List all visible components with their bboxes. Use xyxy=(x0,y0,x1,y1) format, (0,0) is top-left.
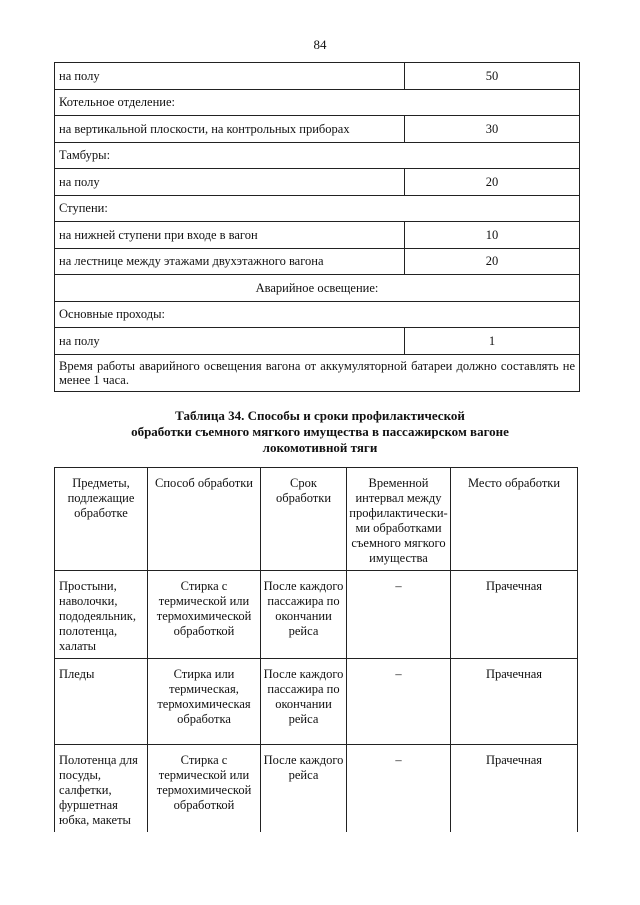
table-row xyxy=(55,116,580,143)
row-value: 20 xyxy=(405,248,580,275)
column-header: Временной интервал между профилактически-ми обработками съемного мягкого имущества xyxy=(347,468,451,571)
table-cell: Прачечная xyxy=(451,571,578,659)
table-row xyxy=(55,142,580,169)
table-row xyxy=(55,275,580,302)
table-note: Время работы аварийного освещения вагона от аккумуляторной батареи должно составлять не менее 1 часа. xyxy=(55,354,580,391)
column-header: Предметы, подлежащие обработке xyxy=(55,468,148,571)
table-row xyxy=(55,301,580,328)
treatment-methods-table xyxy=(54,467,578,832)
row-value: 50 xyxy=(405,63,580,90)
caption-line: Таблица 34. Способы и сроки профилактической xyxy=(175,408,465,423)
table-row xyxy=(55,248,580,275)
table-cell: – xyxy=(347,745,451,833)
column-header: Место обработки xyxy=(451,468,578,571)
column-header: Срок обработки xyxy=(261,468,347,571)
caption-line: обработки съемного мягкого имущества в пассажирском вагоне xyxy=(131,424,509,439)
table-cell: Стирка или термическая, термохимическая обработка xyxy=(148,659,261,745)
table-row xyxy=(55,571,578,659)
row-label: на лестнице между этажами двухэтажного вагона xyxy=(55,248,405,275)
table-cell: После каждого пассажира по окончании рейса xyxy=(261,571,347,659)
table-row xyxy=(55,195,580,222)
row-label: на вертикальной плоскости, на контрольных приборах xyxy=(55,116,405,143)
row-value: 1 xyxy=(405,328,580,355)
section-heading: Основные проходы: xyxy=(55,301,580,328)
row-label: на полу xyxy=(55,328,405,355)
table-row xyxy=(55,659,578,745)
table-cell: – xyxy=(347,659,451,745)
table-row xyxy=(55,328,580,355)
row-label: на нижней ступени при входе в вагон xyxy=(55,222,405,249)
table-cell: – xyxy=(347,571,451,659)
table-cell: Стирка с термической или термохимической обработкой xyxy=(148,745,261,833)
table-cell: Стирка с термической или термохимической обработкой xyxy=(148,571,261,659)
table-cell: Прачечная xyxy=(451,745,578,833)
column-header: Способ обработки xyxy=(148,468,261,571)
illumination-norms-table xyxy=(54,62,580,392)
caption-line: локомотивной тяги xyxy=(262,440,378,455)
section-heading: Тамбуры: xyxy=(55,142,580,169)
table-cell: Полотенца для посуды, салфетки, фуршетная юбка, макеты xyxy=(55,745,148,833)
section-heading: Ступени: xyxy=(55,195,580,222)
section-heading-centered: Аварийное освещение: xyxy=(55,275,580,302)
table-caption xyxy=(0,408,640,456)
row-label: на полу xyxy=(55,63,405,90)
table-row xyxy=(55,169,580,196)
table-cell: После каждого рейса xyxy=(261,745,347,833)
page-number: 84 xyxy=(313,37,327,52)
table-cell: Прачечная xyxy=(451,659,578,745)
table-cell: После каждого пассажира по окончании рейса xyxy=(261,659,347,745)
row-label: на полу xyxy=(55,169,405,196)
row-value: 20 xyxy=(405,169,580,196)
table-header-row xyxy=(55,468,578,571)
table-row xyxy=(55,354,580,391)
table-row xyxy=(55,89,580,116)
table-row xyxy=(55,222,580,249)
table-cell: Пледы xyxy=(55,659,148,745)
section-heading: Котельное отделение: xyxy=(55,89,580,116)
row-value: 10 xyxy=(405,222,580,249)
table-cell: Простыни, наволочки, пододеяльник, полотенца, халаты xyxy=(55,571,148,659)
table-row xyxy=(55,63,580,90)
row-value: 30 xyxy=(405,116,580,143)
table-row xyxy=(55,745,578,833)
